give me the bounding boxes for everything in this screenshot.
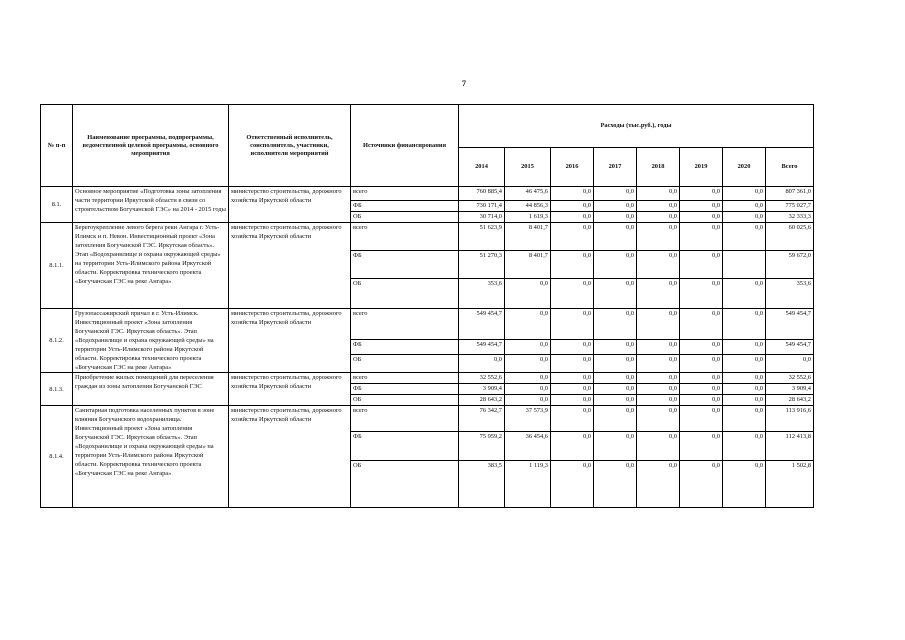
value-cell: 0,0 <box>723 373 766 384</box>
table-row <box>41 309 814 340</box>
value-cell: 0,0 <box>680 432 723 461</box>
value-cell: 0,0 <box>680 339 723 354</box>
value-cell: 549 454,7 <box>459 339 505 354</box>
value-cell: 775 027,7 <box>766 201 814 212</box>
value-cell: 0,0 <box>594 406 637 432</box>
value-cell: 0,0 <box>637 279 680 309</box>
table-row <box>41 223 814 251</box>
value-cell: 0,0 <box>723 201 766 212</box>
value-cell: 0,0 <box>723 339 766 354</box>
value-cell: 383,5 <box>459 461 505 508</box>
value-cell: 760 885,4 <box>459 187 505 201</box>
value-cell: 0,0 <box>637 355 680 373</box>
row-responsible: министерство строительства, дорожного хозяйства Иркутской области <box>229 406 351 508</box>
header-year: Всего <box>766 148 814 187</box>
value-cell: 0,0 <box>551 355 594 373</box>
row-source: ОБ <box>351 395 459 406</box>
header-expenses: Расходы (тыс.руб.), годы <box>459 105 814 148</box>
row-name: Основное мероприятие «Подготовка зоны затопления части территории Иркутской области в связи со строительством Богучанской ГЭС» на 2014 - 2015 годы <box>73 187 229 223</box>
row-source: всего <box>351 309 459 340</box>
row-code: 8.1.2. <box>41 309 73 373</box>
value-cell: 0,0 <box>637 187 680 201</box>
value-cell: 0,0 <box>505 339 551 354</box>
header-name: Наименование программы, подпрограммы, ведомственной целевой программы, основного мероприятия <box>73 105 229 187</box>
value-cell: 32 552,6 <box>459 373 505 384</box>
header-year: 2016 <box>551 148 594 187</box>
value-cell: 0,0 <box>680 201 723 212</box>
value-cell: 0,0 <box>551 461 594 508</box>
value-cell: 353,6 <box>766 279 814 309</box>
value-cell: 0,0 <box>551 201 594 212</box>
value-cell: 113 916,6 <box>766 406 814 432</box>
value-cell: 0,0 <box>551 406 594 432</box>
value-cell: 0,0 <box>680 461 723 508</box>
value-cell: 0,0 <box>551 187 594 201</box>
expenses-table <box>40 104 814 508</box>
value-cell <box>723 251 766 279</box>
value-cell: 0,0 <box>637 251 680 279</box>
row-source: всего <box>351 223 459 251</box>
value-cell: 32 552,6 <box>766 373 814 384</box>
value-cell: 0,0 <box>723 309 766 340</box>
value-cell: 0,0 <box>459 355 505 373</box>
value-cell: 0,0 <box>723 223 766 251</box>
value-cell: 37 573,9 <box>505 406 551 432</box>
header-year: 2015 <box>505 148 551 187</box>
value-cell: 0,0 <box>680 406 723 432</box>
value-cell: 0,0 <box>637 201 680 212</box>
value-cell: 0,0 <box>594 339 637 354</box>
value-cell: 32 333,3 <box>766 212 814 223</box>
value-cell: 44 856,3 <box>505 201 551 212</box>
value-cell: 0,0 <box>723 355 766 373</box>
row-source: всего <box>351 373 459 384</box>
header-year: 2020 <box>723 148 766 187</box>
row-source: ОБ <box>351 279 459 309</box>
value-cell: 0,0 <box>505 355 551 373</box>
value-cell: 0,0 <box>680 309 723 340</box>
row-responsible: министерство строительства, дорожного хозяйства Иркутской области <box>229 187 351 223</box>
value-cell: 0,0 <box>551 395 594 406</box>
value-cell: 0,0 <box>551 212 594 223</box>
value-cell: 807 361,0 <box>766 187 814 201</box>
row-code: 8.1.3. <box>41 373 73 406</box>
row-source: ФБ <box>351 432 459 461</box>
value-cell: 0,0 <box>723 187 766 201</box>
value-cell: 0,0 <box>766 355 814 373</box>
value-cell: 0,0 <box>723 384 766 395</box>
value-cell: 59 672,0 <box>766 251 814 279</box>
header-year: 2018 <box>637 148 680 187</box>
value-cell: 0,0 <box>594 309 637 340</box>
value-cell: 0,0 <box>594 251 637 279</box>
value-cell: 0,0 <box>551 384 594 395</box>
value-cell: 0,0 <box>505 373 551 384</box>
value-cell: 0,0 <box>723 212 766 223</box>
value-cell: 8 401,7 <box>505 223 551 251</box>
page-number: 7 <box>462 79 466 88</box>
value-cell: 0,0 <box>723 279 766 309</box>
row-source: ОБ <box>351 355 459 373</box>
value-cell: 549 454,7 <box>459 309 505 340</box>
value-cell: 28 643,2 <box>766 395 814 406</box>
value-cell: 0,0 <box>594 432 637 461</box>
value-cell: 0,0 <box>594 384 637 395</box>
value-cell: 76 342,7 <box>459 406 505 432</box>
value-cell: 0,0 <box>637 373 680 384</box>
header-year: 2014 <box>459 148 505 187</box>
value-cell: 1 502,8 <box>766 461 814 508</box>
row-code: 8.1.1. <box>41 223 73 309</box>
row-code: 8.1. <box>41 187 73 223</box>
row-source: ОБ <box>351 212 459 223</box>
header-source: Источники финансирования <box>351 105 459 187</box>
row-source: всего <box>351 187 459 201</box>
value-cell: 75 959,2 <box>459 432 505 461</box>
value-cell: 0,0 <box>680 355 723 373</box>
value-cell: 549 454,7 <box>766 339 814 354</box>
value-cell: 0,0 <box>680 279 723 309</box>
value-cell: 549 454,7 <box>766 309 814 340</box>
value-cell: 0,0 <box>680 212 723 223</box>
value-cell: 30 714,0 <box>459 212 505 223</box>
value-cell: 0,0 <box>637 395 680 406</box>
value-cell: 28 643,2 <box>459 395 505 406</box>
value-cell: 0,0 <box>594 395 637 406</box>
header-responsible: Ответственный исполнитель, соисполнитель, участники, исполнители мероприятий <box>229 105 351 187</box>
value-cell: 0,0 <box>505 395 551 406</box>
value-cell: 0,0 <box>680 395 723 406</box>
row-name: Грузопассажирский причал в г. Усть-Илимск. Инвестиционный проект «Зона затопления Богучанской ГЭС. Иркутская область». Этап «Водохранилище и охрана окружающей среды» на территории Усть-Илимского района Иркутской области. Корректировка технического проекта «Богучанская ГЭС на реке Ангара» <box>73 309 229 373</box>
value-cell: 60 025,6 <box>766 223 814 251</box>
value-cell: 0,0 <box>723 461 766 508</box>
value-cell: 46 475,6 <box>505 187 551 201</box>
row-source: ФБ <box>351 251 459 279</box>
value-cell: 1 119,3 <box>505 461 551 508</box>
value-cell: 8 401,7 <box>505 251 551 279</box>
value-cell: 0,0 <box>551 223 594 251</box>
value-cell: 0,0 <box>637 339 680 354</box>
value-cell: 0,0 <box>594 355 637 373</box>
value-cell: 3 909,4 <box>766 384 814 395</box>
value-cell: 0,0 <box>680 251 723 279</box>
value-cell: 353,6 <box>459 279 505 309</box>
value-cell: 0,0 <box>680 384 723 395</box>
row-responsible: министерство строительства, дорожного хозяйства Иркутской области <box>229 309 351 373</box>
header-year: 2019 <box>680 148 723 187</box>
value-cell: 0,0 <box>680 187 723 201</box>
value-cell: 0,0 <box>594 187 637 201</box>
value-cell: 0,0 <box>594 212 637 223</box>
value-cell: 0,0 <box>594 373 637 384</box>
value-cell: 112 413,8 <box>766 432 814 461</box>
value-cell: 0,0 <box>723 406 766 432</box>
row-source: ФБ <box>351 384 459 395</box>
value-cell: 0,0 <box>551 373 594 384</box>
value-cell: 0,0 <box>637 309 680 340</box>
value-cell: 1 619,3 <box>505 212 551 223</box>
row-code: 8.1.4. <box>41 406 73 508</box>
value-cell: 3 909,4 <box>459 384 505 395</box>
row-source: ОБ <box>351 461 459 508</box>
value-cell: 51 270,3 <box>459 251 505 279</box>
value-cell: 0,0 <box>637 223 680 251</box>
value-cell: 0,0 <box>594 461 637 508</box>
row-source: ФБ <box>351 339 459 354</box>
value-cell: 0,0 <box>723 395 766 406</box>
value-cell: 0,0 <box>594 201 637 212</box>
value-cell: 0,0 <box>637 384 680 395</box>
value-cell: 0,0 <box>551 279 594 309</box>
table-row <box>41 373 814 384</box>
value-cell: 0,0 <box>637 432 680 461</box>
value-cell: 0,0 <box>551 309 594 340</box>
row-responsible: министерство строительства, дорожного хозяйства Иркутской области <box>229 223 351 309</box>
value-cell: 0,0 <box>637 406 680 432</box>
header-num: № п-п <box>41 105 73 187</box>
value-cell: 0,0 <box>680 223 723 251</box>
table-row <box>41 406 814 432</box>
value-cell: 0,0 <box>723 432 766 461</box>
header-year: 2017 <box>594 148 637 187</box>
value-cell: 0,0 <box>551 432 594 461</box>
row-name: Берегоукрепление левого берега реки Ангара г. Усть-Илимск и п. Невон. Инвестиционный проект «Зона затопления Богучанской ГЭС. Иркутская область». Этап «Водохранилище и охрана окружающей среды» на территории Усть-Илимского района Иркутской области. Корректировка технического проекта «Богучанская ГЭС на реке Ангара» <box>73 223 229 309</box>
value-cell: 0,0 <box>551 251 594 279</box>
value-cell: 0,0 <box>637 461 680 508</box>
row-responsible: министерство строительства, дорожного хозяйства Иркутской области <box>229 373 351 406</box>
value-cell: 730 171,4 <box>459 201 505 212</box>
row-name: Санитарная подготовка населенных пунктов в зоне влияния Богучанского водохранилища. Инвестиционный проект «Зона затопления Богучанской ГЭС. Иркутская область». Этап «Водохранилище и охрана окружающей среды» на территории Усть-Илимского района Иркутской области. Корректировка технического проекта «Богучанская ГЭС на реке Ангара» <box>73 406 229 508</box>
value-cell: 0,0 <box>505 309 551 340</box>
value-cell: 0,0 <box>594 279 637 309</box>
row-source: всего <box>351 406 459 432</box>
value-cell: 0,0 <box>637 212 680 223</box>
table-body <box>41 187 814 508</box>
value-cell: 36 454,6 <box>505 432 551 461</box>
row-source: ФБ <box>351 201 459 212</box>
value-cell: 0,0 <box>680 373 723 384</box>
value-cell: 0,0 <box>551 339 594 354</box>
table-row <box>41 187 814 201</box>
value-cell: 0,0 <box>505 384 551 395</box>
value-cell: 0,0 <box>505 279 551 309</box>
value-cell: 0,0 <box>594 223 637 251</box>
row-name: Приобретение жилых помещений для переселения граждан из зоны затопления Богучанской ГЭС <box>73 373 229 406</box>
value-cell: 51 623,9 <box>459 223 505 251</box>
